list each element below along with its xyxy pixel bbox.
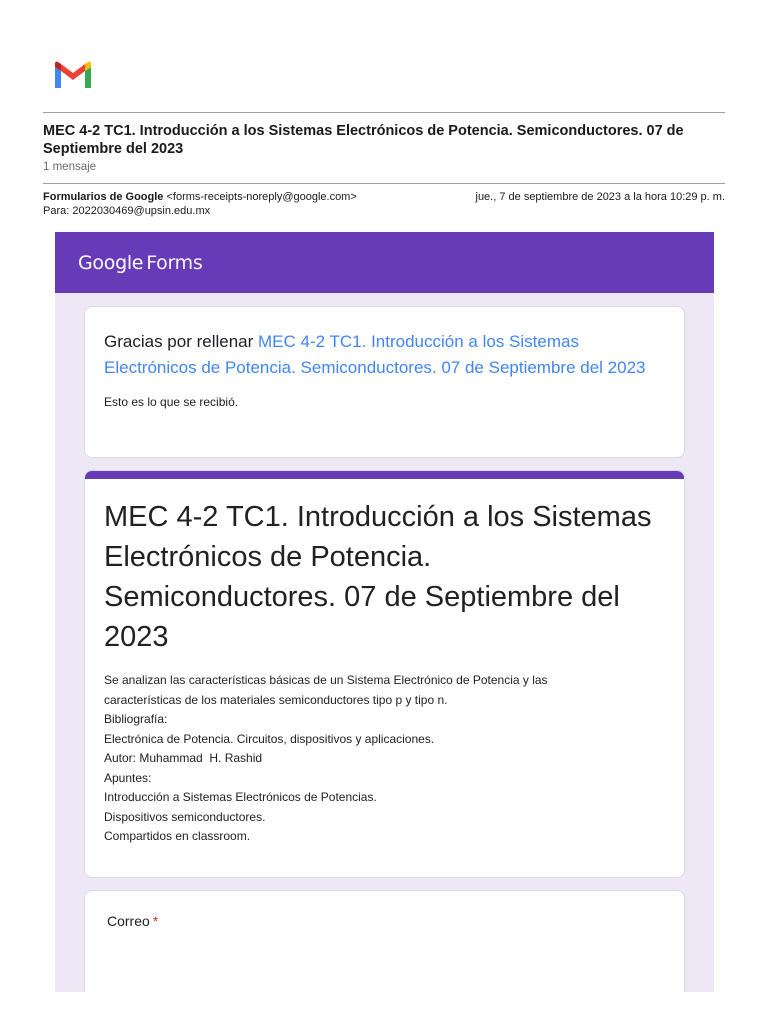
email-date: jue., 7 de septiembre de 2023 a la hora 10:29 p. m.	[475, 191, 725, 203]
description-line: Apuntes:	[104, 770, 152, 785]
header-divider	[43, 112, 725, 113]
gmail-logo-icon	[52, 58, 94, 90]
description-line: Autor: Muhammad H. Rashid	[104, 751, 263, 765]
description-line: Dispositivos semiconductores.	[104, 809, 266, 824]
thanks-message	[104, 329, 665, 381]
recipient-line: Para: 2022030469@upsin.edu.mx	[43, 205, 211, 217]
form-title-card	[84, 470, 685, 878]
form-title: MEC 4-2 TC1. Introducción a los Sistemas Electrónicos de Potencia. Semiconductores. 07 de Septiembre del 2023	[104, 501, 652, 653]
thanks-prefix: Gracias por rellenar	[104, 332, 259, 351]
description-line: Bibliografía:	[104, 712, 168, 726]
brand-forms: Forms	[146, 251, 203, 274]
thanks-card	[84, 306, 685, 458]
field-label-text: Correo	[107, 913, 150, 929]
received-text: Esto es lo que se recibió.	[104, 395, 239, 409]
google-forms-header	[55, 232, 714, 293]
form-description	[104, 671, 665, 847]
title-accent-bar	[85, 471, 684, 479]
message-count: 1 mensaje	[43, 161, 97, 173]
brand-google: Google	[78, 251, 144, 274]
email-subject: MEC 4-2 TC1. Introducción a los Sistemas Electrónicos de Potencia. Semiconductores. 07 de Septiembre del 2023	[43, 123, 684, 157]
sender-line	[43, 191, 357, 203]
sender-address: <forms-receipts-noreply@google.com>	[166, 191, 357, 203]
description-line: Compartidos en classroom.	[104, 829, 251, 843]
required-marker: *	[152, 913, 159, 929]
message-divider	[43, 183, 725, 184]
forms-response-container	[55, 232, 714, 992]
description-line: Electrónica de Potencia. Circuitos, dispositivos y aplicaciones.	[104, 731, 435, 746]
sender-name: Formularios de Google	[43, 191, 164, 203]
description-line: Se analizan las características básicas de un Sistema Electrónico de Potencia y las	[104, 673, 548, 687]
description-line: características de los materiales semiconductores tipo p y tipo n.	[104, 692, 448, 707]
email-field-card	[84, 890, 685, 992]
form-link[interactable]: MEC 4-2 TC1. Introducción a los Sistemas Electrónicos de Potencia. Semiconductores. 07 de Septiembre del 2023	[104, 332, 646, 377]
field-label	[107, 913, 662, 929]
description-line: Introducción a Sistemas Electrónicos de Potencias.	[104, 790, 377, 804]
